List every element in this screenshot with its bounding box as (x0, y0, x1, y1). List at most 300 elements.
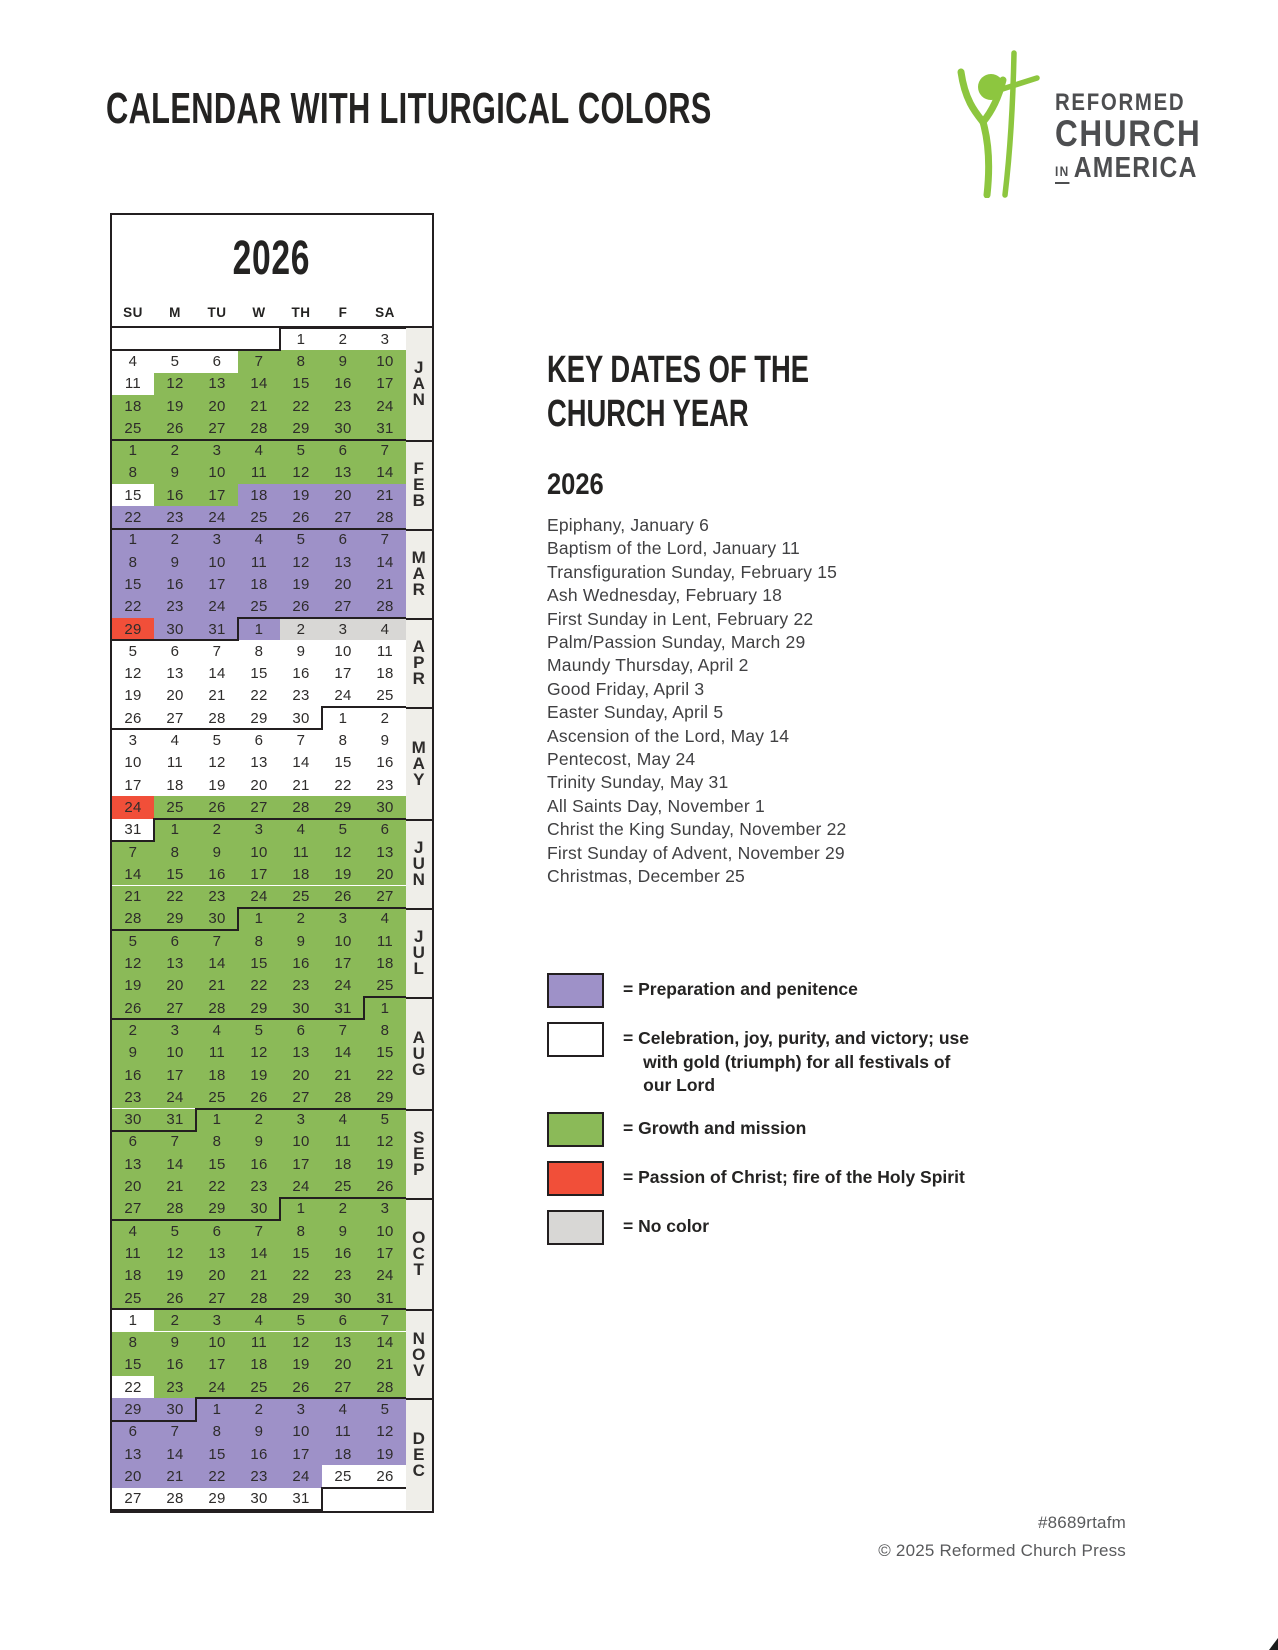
day-cell: 7 (280, 729, 322, 751)
day-cell: 8 (112, 462, 154, 484)
day-cell: 1 (196, 1109, 238, 1131)
day-cell: 28 (364, 1376, 406, 1398)
day-cell: 2 (154, 1309, 196, 1331)
day-cell (322, 1488, 364, 1510)
month-boundary-line (112, 528, 406, 530)
day-cell: 2 (280, 908, 322, 930)
day-cell: 31 (280, 1488, 322, 1510)
day-cell: 24 (196, 506, 238, 528)
key-date-item: Palm/Passion Sunday, March 29 (547, 632, 806, 653)
day-cell: 1 (154, 819, 196, 841)
day-cell (196, 328, 238, 350)
logo-in: IN (1055, 162, 1069, 184)
day-cell: 10 (112, 752, 154, 774)
day-cell: 25 (280, 886, 322, 908)
day-cell: 20 (322, 1354, 364, 1376)
day-cell: 19 (280, 573, 322, 595)
day-cell: 4 (364, 908, 406, 930)
day-cell: 8 (196, 1421, 238, 1443)
day-cell: 4 (238, 529, 280, 551)
day-cell: 16 (154, 1354, 196, 1376)
day-cell: 30 (196, 908, 238, 930)
day-cell: 2 (196, 819, 238, 841)
day-cell: 3 (364, 1198, 406, 1220)
day-cell: 19 (322, 863, 364, 885)
day-cell: 11 (364, 930, 406, 952)
day-cell: 2 (364, 707, 406, 729)
day-cell: 17 (280, 1153, 322, 1175)
day-cell: 11 (112, 373, 154, 395)
day-cell: 7 (322, 1019, 364, 1041)
day-cell: 3 (238, 819, 280, 841)
day-cell: 25 (238, 596, 280, 618)
legend-label: = No color (623, 1215, 710, 1236)
day-cell: 14 (322, 1042, 364, 1064)
month-label-jul: J U L (406, 908, 432, 997)
day-cell: 9 (322, 1220, 364, 1242)
day-cell: 19 (154, 395, 196, 417)
day-cell: 22 (112, 1376, 154, 1398)
day-cell: 30 (280, 707, 322, 729)
day-cell: 26 (112, 707, 154, 729)
day-cell: 15 (238, 663, 280, 685)
legend-color-swatch (547, 1022, 604, 1057)
day-cell: 12 (196, 752, 238, 774)
day-cell: 20 (112, 1465, 154, 1487)
day-cell: 1 (112, 1309, 154, 1331)
day-cell: 1 (322, 707, 364, 729)
day-cell: 1 (196, 1398, 238, 1420)
day-cell: 13 (112, 1443, 154, 1465)
legend-label: = Growth and mission (623, 1117, 807, 1138)
day-cell: 1 (238, 618, 280, 640)
month-boundary-line (112, 728, 323, 730)
day-cell: 14 (364, 462, 406, 484)
day-cell: 6 (364, 819, 406, 841)
day-cell: 16 (280, 663, 322, 685)
day-cell: 5 (196, 729, 238, 751)
day-cell: 13 (322, 462, 364, 484)
day-cell: 11 (112, 1242, 154, 1264)
day-cell: 31 (322, 997, 364, 1019)
day-cell: 12 (280, 462, 322, 484)
day-cell: 16 (322, 373, 364, 395)
day-cell: 26 (280, 1376, 322, 1398)
month-boundary-line (112, 439, 406, 441)
month-label-may: M A Y (406, 707, 432, 819)
key-date-item: First Sunday of Advent, November 29 (547, 842, 845, 863)
day-cell: 26 (364, 1175, 406, 1197)
day-cell: 18 (322, 1153, 364, 1175)
day-cell: 12 (238, 1042, 280, 1064)
day-cell: 25 (196, 1086, 238, 1108)
day-cell: 15 (112, 484, 154, 506)
day-cell: 28 (280, 796, 322, 818)
day-cell: 12 (154, 1242, 196, 1264)
day-cell: 18 (238, 573, 280, 595)
key-dates-title: KEY DATES OF THE CHURCH YEAR (547, 349, 809, 435)
month-boundary-line (112, 1420, 197, 1422)
month-label-jun: J U N (406, 819, 432, 908)
day-cell: 8 (154, 841, 196, 863)
day-cell: 15 (112, 1354, 154, 1376)
day-cell: 4 (322, 1109, 364, 1131)
month-boundary-line (196, 1108, 406, 1110)
day-cell: 21 (196, 975, 238, 997)
day-cell: 27 (238, 796, 280, 818)
day-cell: 4 (364, 618, 406, 640)
day-cell: 7 (154, 1131, 196, 1153)
day-cell: 6 (322, 440, 364, 462)
day-cell: 11 (238, 1332, 280, 1354)
day-cell: 22 (238, 685, 280, 707)
month-boundary-line (279, 1197, 281, 1221)
day-cell: 10 (364, 350, 406, 372)
month-boundary-line (364, 996, 406, 998)
month-boundary-line (363, 996, 365, 1020)
day-cell: 24 (238, 886, 280, 908)
day-cell: 15 (196, 1443, 238, 1465)
day-cell: 24 (196, 1376, 238, 1398)
legend-item (547, 1022, 1147, 1098)
day-cell: 29 (154, 908, 196, 930)
day-cell: 27 (112, 1488, 154, 1510)
day-cell: 19 (196, 774, 238, 796)
month-boundary-line (196, 1397, 406, 1399)
month-label-mar: M A R (406, 529, 432, 618)
month-boundary-line (154, 818, 406, 820)
day-cell: 12 (364, 1421, 406, 1443)
day-cell: 11 (322, 1421, 364, 1443)
day-cell: 13 (364, 841, 406, 863)
day-cell: 2 (238, 1398, 280, 1420)
day-cell: 8 (280, 1220, 322, 1242)
month-label-apr: A P R (406, 618, 432, 707)
day-cell: 13 (322, 551, 364, 573)
rca-logo (948, 48, 1227, 203)
day-cell: 22 (112, 506, 154, 528)
day-cell: 30 (364, 796, 406, 818)
day-cell: 25 (112, 417, 154, 439)
day-cell: 22 (364, 1064, 406, 1086)
day-cell: 6 (112, 1421, 154, 1443)
day-cell: 17 (364, 1242, 406, 1264)
day-cell: 10 (238, 841, 280, 863)
month-boundary-line (112, 1130, 197, 1132)
month-boundary-line (321, 706, 323, 730)
day-cell: 9 (154, 1332, 196, 1354)
day-cell: 17 (112, 774, 154, 796)
page-title: CALENDAR WITH LITURGICAL COLORS (106, 84, 712, 133)
day-cell: 19 (364, 1153, 406, 1175)
day-cell: 27 (280, 1086, 322, 1108)
day-cell: 17 (280, 1443, 322, 1465)
day-cell: 13 (196, 373, 238, 395)
day-cell (238, 328, 280, 350)
weekday-label: TU (207, 305, 227, 320)
day-cell: 13 (154, 952, 196, 974)
month-label-nov: N O V (406, 1309, 432, 1398)
day-cell: 20 (322, 573, 364, 595)
day-cell: 24 (364, 1265, 406, 1287)
day-cell: 16 (238, 1443, 280, 1465)
day-cell: 6 (280, 1019, 322, 1041)
day-cell: 23 (364, 774, 406, 796)
day-cell: 26 (112, 997, 154, 1019)
day-cell: 2 (154, 529, 196, 551)
legend-item (547, 1210, 1147, 1245)
day-cell: 23 (322, 395, 364, 417)
day-cell: 20 (280, 1064, 322, 1086)
day-cell: 23 (154, 506, 196, 528)
day-cell: 13 (280, 1042, 322, 1064)
day-cell: 6 (112, 1131, 154, 1153)
day-cell: 8 (280, 350, 322, 372)
day-cell: 29 (364, 1086, 406, 1108)
liturgical-color-legend (547, 973, 1147, 1259)
day-cell: 6 (196, 1220, 238, 1242)
day-cell: 25 (364, 975, 406, 997)
month-boundary-line (112, 929, 239, 931)
day-cell: 15 (196, 1153, 238, 1175)
day-cell: 29 (280, 1287, 322, 1309)
day-cell: 9 (154, 551, 196, 573)
day-cell: 31 (154, 1109, 196, 1131)
key-date-item: First Sunday in Lent, February 22 (547, 608, 814, 629)
day-cell: 4 (196, 1019, 238, 1041)
day-cell: 26 (280, 596, 322, 618)
day-cell: 11 (322, 1131, 364, 1153)
legend-color-swatch (547, 1161, 604, 1196)
day-cell: 23 (322, 1265, 364, 1287)
day-cell: 3 (196, 440, 238, 462)
key-date-item: Good Friday, April 3 (547, 678, 705, 699)
day-cell: 5 (364, 1398, 406, 1420)
day-cell: 29 (280, 417, 322, 439)
day-cell: 17 (196, 573, 238, 595)
day-cell: 16 (112, 1064, 154, 1086)
day-cell: 7 (364, 440, 406, 462)
month-boundary-line (112, 349, 281, 351)
weekday-label: F (338, 305, 348, 320)
day-cell: 7 (364, 1309, 406, 1331)
calendar-grid (112, 328, 432, 1510)
day-cell: 3 (364, 328, 406, 350)
day-cell: 20 (364, 863, 406, 885)
day-cell: 5 (112, 640, 154, 662)
day-cell: 27 (364, 886, 406, 908)
day-cell: 24 (112, 796, 154, 818)
day-cell: 16 (364, 752, 406, 774)
day-cell: 5 (280, 440, 322, 462)
month-boundary-line (322, 706, 406, 708)
day-cell: 31 (364, 417, 406, 439)
day-cell: 3 (322, 908, 364, 930)
legend-color-swatch (547, 1210, 604, 1245)
day-cell: 5 (280, 529, 322, 551)
day-cell: 3 (154, 1019, 196, 1041)
calendar-year: 2026 (232, 232, 311, 285)
month-boundary-line (112, 1308, 406, 1310)
day-cell: 2 (112, 1019, 154, 1041)
day-cell: 14 (154, 1443, 196, 1465)
day-cell: 12 (364, 1131, 406, 1153)
day-cell: 29 (196, 1198, 238, 1220)
day-cell: 10 (196, 551, 238, 573)
day-cell: 22 (154, 886, 196, 908)
key-dates-list (547, 514, 846, 889)
day-cell: 19 (112, 975, 154, 997)
day-cell: 6 (322, 1309, 364, 1331)
key-date-item: Trinity Sunday, May 31 (547, 772, 729, 793)
day-cell: 21 (280, 774, 322, 796)
day-cell: 27 (154, 707, 196, 729)
day-cell: 18 (280, 863, 322, 885)
day-cell: 2 (238, 1109, 280, 1131)
day-cell: 5 (364, 1109, 406, 1131)
day-cell: 17 (364, 373, 406, 395)
day-cell: 14 (154, 1153, 196, 1175)
key-date-item: Maundy Thursday, April 2 (547, 655, 749, 676)
day-cell: 18 (112, 395, 154, 417)
day-cell: 9 (196, 841, 238, 863)
day-cell: 24 (322, 685, 364, 707)
legend-color-swatch (547, 1112, 604, 1147)
rca-logo-text (1055, 48, 1201, 184)
day-cell: 22 (196, 1465, 238, 1487)
day-cell: 8 (112, 551, 154, 573)
day-cell: 16 (322, 1242, 364, 1264)
day-cell: 5 (322, 819, 364, 841)
day-cell: 10 (280, 1131, 322, 1153)
day-cell: 10 (196, 1332, 238, 1354)
page-corner-mark (1269, 1638, 1278, 1650)
key-dates-year: 2026 (547, 468, 604, 501)
day-cell: 28 (364, 596, 406, 618)
day-cell: 18 (364, 663, 406, 685)
day-cell: 20 (322, 484, 364, 506)
day-cell: 14 (238, 373, 280, 395)
day-cell: 19 (280, 1354, 322, 1376)
day-cell: 12 (112, 663, 154, 685)
day-cell: 31 (112, 819, 154, 841)
day-cell: 10 (322, 930, 364, 952)
day-cell: 19 (154, 1265, 196, 1287)
day-cell: 24 (196, 596, 238, 618)
day-cell: 23 (238, 1175, 280, 1197)
day-cell: 21 (238, 395, 280, 417)
key-date-item: Baptism of the Lord, January 11 (547, 538, 800, 559)
day-cell: 26 (154, 417, 196, 439)
day-cell: 2 (154, 440, 196, 462)
day-cell: 9 (238, 1421, 280, 1443)
day-cell: 1 (280, 328, 322, 350)
day-cell: 23 (280, 975, 322, 997)
day-cell: 15 (364, 1042, 406, 1064)
month-boundary-line (112, 1219, 281, 1221)
day-cell: 3 (280, 1398, 322, 1420)
day-cell: 25 (238, 1376, 280, 1398)
day-cell: 28 (322, 1086, 364, 1108)
day-cell: 23 (280, 685, 322, 707)
legend-item (547, 1112, 1147, 1147)
day-cell: 26 (154, 1287, 196, 1309)
day-cell: 27 (322, 1376, 364, 1398)
day-cell: 10 (280, 1421, 322, 1443)
legend-color-swatch (547, 973, 604, 1008)
day-cell: 30 (322, 1287, 364, 1309)
day-cell: 21 (364, 573, 406, 595)
day-cell: 11 (196, 1042, 238, 1064)
day-cell: 17 (154, 1064, 196, 1086)
day-cell: 16 (196, 863, 238, 885)
day-cell: 7 (154, 1421, 196, 1443)
day-cell: 28 (196, 997, 238, 1019)
day-cell: 9 (280, 640, 322, 662)
day-cell: 23 (238, 1465, 280, 1487)
day-cell: 27 (112, 1198, 154, 1220)
day-cell: 4 (280, 819, 322, 841)
calendar-card (110, 213, 434, 1513)
month-boundary-line (237, 907, 239, 931)
month-label-sep: S E P (406, 1109, 432, 1198)
day-cell: 21 (364, 1354, 406, 1376)
day-cell: 16 (238, 1153, 280, 1175)
day-cell: 22 (238, 975, 280, 997)
day-cell: 22 (280, 395, 322, 417)
day-cell: 13 (238, 752, 280, 774)
day-cell: 8 (196, 1131, 238, 1153)
month-boundary-line (112, 1018, 365, 1020)
day-cell: 9 (112, 1042, 154, 1064)
day-cell: 2 (280, 618, 322, 640)
weekday-label: TH (291, 305, 311, 320)
day-cell (154, 328, 196, 350)
day-cell: 19 (364, 1443, 406, 1465)
day-cell: 16 (280, 952, 322, 974)
day-cell: 20 (112, 1175, 154, 1197)
day-cell: 9 (238, 1131, 280, 1153)
day-cell: 30 (238, 1488, 280, 1510)
month-boundary-line (280, 327, 406, 329)
day-cell: 27 (154, 997, 196, 1019)
month-boundary-line (195, 1108, 197, 1132)
day-cell: 20 (154, 975, 196, 997)
month-boundary-line (112, 639, 239, 641)
day-cell: 20 (196, 395, 238, 417)
day-cell: 1 (112, 440, 154, 462)
day-cell: 27 (322, 506, 364, 528)
day-cell: 29 (238, 997, 280, 1019)
day-cell: 21 (238, 1265, 280, 1287)
day-cell: 14 (196, 663, 238, 685)
day-cell: 24 (154, 1086, 196, 1108)
key-date-item: Christmas, December 25 (547, 866, 745, 887)
day-cell: 28 (112, 908, 154, 930)
day-cell: 16 (154, 484, 196, 506)
day-cell: 26 (364, 1465, 406, 1487)
day-cell: 6 (196, 350, 238, 372)
day-cell: 28 (154, 1198, 196, 1220)
key-date-item: Ascension of the Lord, May 14 (547, 725, 790, 746)
day-cell: 31 (364, 1287, 406, 1309)
day-cell: 19 (280, 484, 322, 506)
day-cell: 7 (196, 930, 238, 952)
day-cell: 18 (196, 1064, 238, 1086)
day-cell: 17 (322, 663, 364, 685)
day-cell: 15 (238, 952, 280, 974)
day-cell: 15 (112, 573, 154, 595)
